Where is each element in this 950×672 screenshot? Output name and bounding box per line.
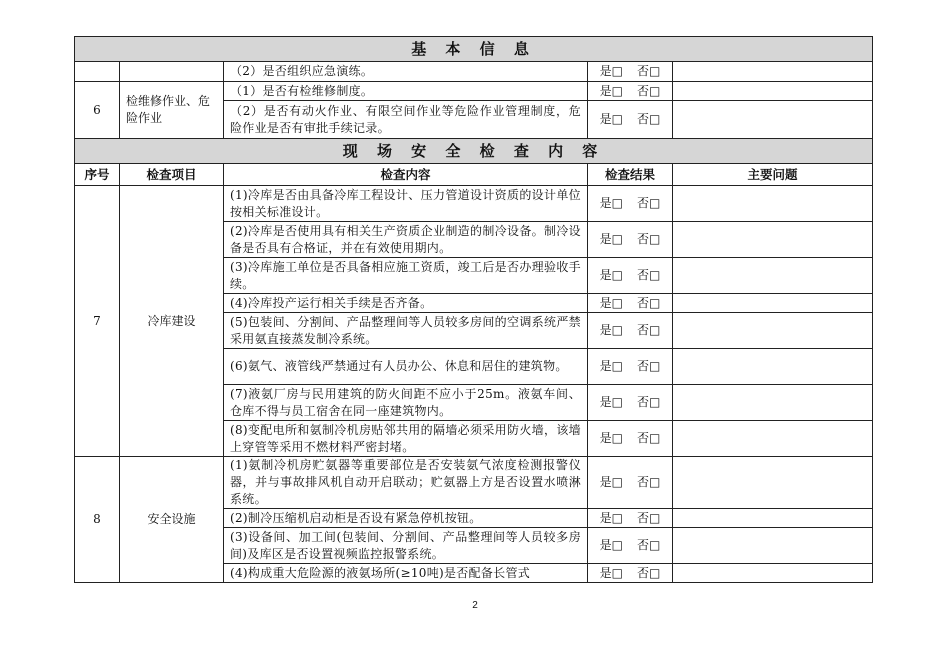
- problem-cell[interactable]: [673, 528, 873, 564]
- check-content: (4)冷库投产运行相关手续是否齐备。: [224, 294, 588, 313]
- yes-checkbox[interactable]: 是□: [599, 232, 623, 246]
- result-cell: [588, 186, 673, 222]
- result-cell: [588, 62, 673, 82]
- page-number: 2: [472, 600, 478, 611]
- inspection-table: [74, 36, 873, 583]
- cell-empty: [75, 62, 120, 82]
- yes-checkbox[interactable]: 是□: [599, 196, 623, 210]
- yes-checkbox[interactable]: 是□: [599, 112, 623, 126]
- check-content: (1)冷库是否由具备冷库工程设计、压力管道设计资质的设计单位按相关标准设计。: [224, 186, 588, 222]
- yes-checkbox[interactable]: 是□: [599, 323, 623, 337]
- check-content: (3)冷库施工单位是否具备相应施工资质，竣工后是否办理验收手续。: [224, 258, 588, 294]
- result-cell: [588, 258, 673, 294]
- item-number: 8: [75, 457, 120, 583]
- yes-checkbox[interactable]: 是□: [599, 431, 623, 445]
- column-header-item: 检查项目: [120, 164, 224, 186]
- problem-cell[interactable]: [673, 294, 873, 313]
- yes-checkbox[interactable]: 是□: [599, 538, 623, 552]
- result-cell: [588, 457, 673, 509]
- no-checkbox[interactable]: 否□: [637, 359, 661, 373]
- problem-cell[interactable]: [673, 313, 873, 349]
- result-cell: [588, 294, 673, 313]
- item-number: 6: [75, 82, 120, 139]
- yes-checkbox[interactable]: 是□: [599, 83, 623, 98]
- no-checkbox[interactable]: 否□: [637, 268, 661, 282]
- section-basic-info: [75, 37, 873, 62]
- yes-checkbox[interactable]: 是□: [599, 395, 623, 409]
- yes-checkbox[interactable]: 是□: [599, 295, 623, 310]
- problem-cell[interactable]: [673, 222, 873, 258]
- result-cell: [588, 101, 673, 139]
- check-content: （1）是否有检维修制度。: [224, 82, 588, 101]
- problem-cell[interactable]: [673, 101, 873, 139]
- item-name: 检维修作业、危险作业: [120, 82, 224, 139]
- section-site-check: [75, 139, 873, 164]
- problem-cell[interactable]: [673, 509, 873, 528]
- yes-checkbox[interactable]: 是□: [599, 359, 623, 373]
- check-content: (1)氨制冷机房贮氨器等重要部位是否安装氨气浓度检测报警仪器，并与事故排风机自动开启联动；贮氨器上方是否设置水喷淋系统。: [224, 457, 588, 509]
- no-checkbox[interactable]: 否□: [637, 475, 661, 489]
- result-cell: [588, 528, 673, 564]
- problem-cell[interactable]: [673, 349, 873, 385]
- check-content: (2)冷库是否使用具有相关生产资质企业制造的制冷设备。制冷设备是否具有合格证，并在有效使用期内。: [224, 222, 588, 258]
- section-title: 基 本 信 息: [75, 37, 873, 62]
- table-header-row: [75, 164, 873, 186]
- no-checkbox[interactable]: 否□: [637, 538, 661, 552]
- problem-cell[interactable]: [673, 457, 873, 509]
- result-cell: [588, 385, 673, 421]
- table-row: [75, 457, 873, 509]
- result-cell: [588, 222, 673, 258]
- no-checkbox[interactable]: 否□: [637, 323, 661, 337]
- item-number: 7: [75, 186, 120, 457]
- item-name: 安全设施: [120, 457, 224, 583]
- problem-cell[interactable]: [673, 62, 873, 82]
- no-checkbox[interactable]: 否□: [637, 395, 661, 409]
- table-row: [75, 186, 873, 222]
- no-checkbox[interactable]: 否□: [637, 510, 661, 525]
- result-cell: [588, 349, 673, 385]
- table-row: [75, 62, 873, 82]
- yes-checkbox[interactable]: 是□: [599, 475, 623, 489]
- section-title: 现 场 安 全 检 查 内 容: [75, 139, 873, 164]
- yes-checkbox[interactable]: 是□: [599, 268, 623, 282]
- check-content: (2)制冷压缩机启动柜是否设有紧急停机按钮。: [224, 509, 588, 528]
- problem-cell[interactable]: [673, 385, 873, 421]
- problem-cell[interactable]: [673, 186, 873, 222]
- no-checkbox[interactable]: 否□: [637, 112, 661, 126]
- check-content: （2）是否有动火作业、有限空间作业等危险作业管理制度，危险作业是否有审批手续记录。: [224, 101, 588, 139]
- result-cell: [588, 564, 673, 583]
- result-cell: [588, 313, 673, 349]
- check-content: (7)液氨厂房与民用建筑的防火间距不应小于25m。液氨车间、仓库不得与员工宿舍在同一座建筑物内。: [224, 385, 588, 421]
- check-content: (8)变配电所和氨制冷机房贴邻共用的隔墙必须采用防火墙，该墙上穿管等采用不燃材料严密封堵。: [224, 421, 588, 457]
- check-content: （2）是否组织应急演练。: [224, 62, 588, 82]
- column-header-content: 检查内容: [224, 164, 588, 186]
- check-content: (4)构成重大危险源的液氨场所(≥10吨)是否配备长管式: [224, 564, 588, 583]
- cell-empty: [120, 62, 224, 82]
- problem-cell[interactable]: [673, 82, 873, 101]
- no-checkbox[interactable]: 否□: [637, 196, 661, 210]
- yes-checkbox[interactable]: 是□: [599, 64, 623, 78]
- column-header-problem: 主要问题: [673, 164, 873, 186]
- no-checkbox[interactable]: 否□: [637, 83, 661, 98]
- item-name: 冷库建设: [120, 186, 224, 457]
- result-cell: [588, 509, 673, 528]
- no-checkbox[interactable]: 否□: [637, 232, 661, 246]
- check-content: (3)设备间、加工间(包装间、分割间、产品整理间等人员较多房间)及库区是否设置视频监控报警系统。: [224, 528, 588, 564]
- check-content: (5)包装间、分割间、产品整理间等人员较多房间的空调系统严禁采用氨直接蒸发制冷系统。: [224, 313, 588, 349]
- result-cell: [588, 82, 673, 101]
- no-checkbox[interactable]: 否□: [637, 64, 661, 78]
- column-header-result: 检查结果: [588, 164, 673, 186]
- yes-checkbox[interactable]: 是□: [599, 510, 623, 525]
- table-row: [75, 82, 873, 101]
- checklist-sheet: [74, 36, 872, 583]
- problem-cell[interactable]: [673, 564, 873, 583]
- no-checkbox[interactable]: 否□: [637, 295, 661, 310]
- result-cell: [588, 421, 673, 457]
- no-checkbox[interactable]: 否□: [637, 431, 661, 445]
- problem-cell[interactable]: [673, 421, 873, 457]
- column-header-no: 序号: [75, 164, 120, 186]
- yes-checkbox[interactable]: 是□: [599, 565, 623, 580]
- check-content: (6)氨气、液管线严禁通过有人员办公、休息和居住的建筑物。: [224, 349, 588, 385]
- problem-cell[interactable]: [673, 258, 873, 294]
- no-checkbox[interactable]: 否□: [637, 565, 661, 580]
